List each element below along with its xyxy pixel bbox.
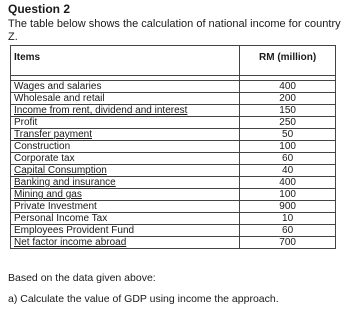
header-value: RM (million): [240, 46, 336, 76]
item-cell: Personal Income Tax: [11, 213, 240, 225]
question-heading: Question 2: [8, 2, 71, 16]
value-cell: 250: [240, 117, 336, 129]
table-row: [11, 225, 336, 237]
item-cell: Corporate tax: [11, 153, 240, 165]
value-cell: 10: [240, 213, 336, 225]
value-cell: 700: [240, 237, 336, 249]
header-items: Items: [11, 46, 240, 76]
value-cell: 50: [240, 129, 336, 141]
after-text: Based on the data given above:: [8, 272, 156, 284]
item-cell: Income from rent, dividend and interest: [11, 105, 240, 117]
item-cell: Profit: [11, 117, 240, 129]
table-row: [11, 93, 336, 105]
item-cell: Banking and insurance: [11, 177, 240, 189]
table-header-row: [11, 46, 336, 76]
item-cell: Wholesale and retail: [11, 93, 240, 105]
value-cell: 400: [240, 177, 336, 189]
table-row: [11, 237, 336, 249]
item-cell: Capital Consumption: [11, 165, 240, 177]
value-cell: 60: [240, 225, 336, 237]
table-row: [11, 141, 336, 153]
item-cell: Mining and gas: [11, 189, 240, 201]
table-row: [11, 153, 336, 165]
table-row: [11, 129, 336, 141]
item-cell: Employees Provident Fund: [11, 225, 240, 237]
question-a: a) Calculate the value of GDP using income the approach.: [8, 293, 279, 305]
intro-text: The table below shows the calculation of national income for country Z.: [8, 18, 341, 43]
table-row: [11, 177, 336, 189]
table-row: [11, 189, 336, 201]
national-income-table: [10, 45, 336, 249]
table-row: [11, 165, 336, 177]
item-cell: Construction: [11, 141, 240, 153]
table-row: [11, 201, 336, 213]
value-cell: 40: [240, 165, 336, 177]
value-cell: 150: [240, 105, 336, 117]
value-cell: 900: [240, 201, 336, 213]
value-cell: 60: [240, 153, 336, 165]
value-cell: 100: [240, 141, 336, 153]
item-cell: Wages and salaries: [11, 81, 240, 93]
table-row: [11, 117, 336, 129]
value-cell: 400: [240, 81, 336, 93]
value-cell: 200: [240, 93, 336, 105]
item-cell: Net factor income abroad: [11, 237, 240, 249]
table-row: [11, 81, 336, 93]
item-cell: Transfer payment: [11, 129, 240, 141]
item-cell: Private Investment: [11, 201, 240, 213]
value-cell: 100: [240, 189, 336, 201]
table-row: [11, 105, 336, 117]
table-row: [11, 213, 336, 225]
